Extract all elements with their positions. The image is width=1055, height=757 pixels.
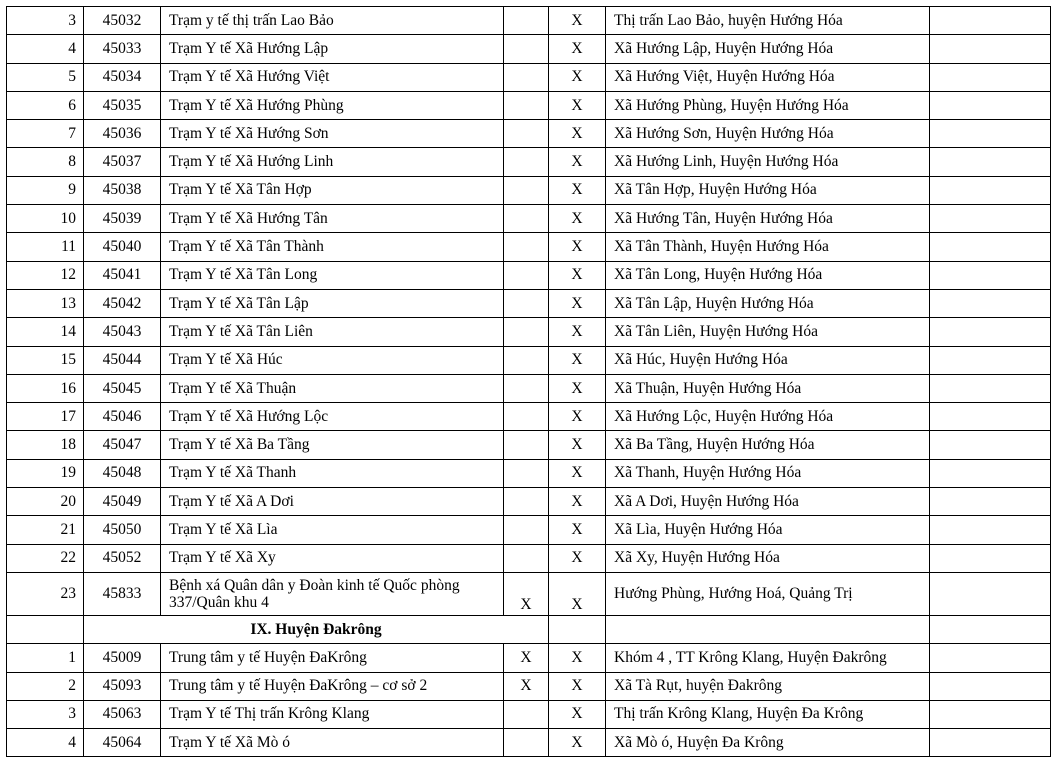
row-mark-1 (504, 120, 549, 148)
row-address: Xã Xy, Huyện Hướng Hóa (606, 544, 930, 572)
row-mark-2: X (549, 488, 606, 516)
row-code: 45038 (84, 176, 161, 204)
row-mark-2: X (549, 205, 606, 233)
row-extra (930, 700, 1051, 728)
row-mark-1 (504, 488, 549, 516)
row-stt: 14 (7, 318, 84, 346)
row-address: Khóm 4 , TT Krông Klang, Huyện Đakrông (606, 644, 930, 672)
table-row (7, 374, 1051, 402)
row-code: 45050 (84, 516, 161, 544)
row-stt: 7 (7, 120, 84, 148)
row-address: Thị trấn Krông Klang, Huyện Đa Krông (606, 700, 930, 728)
row-address: Xã Tân Liên, Huyện Hướng Hóa (606, 318, 930, 346)
row-extra (930, 63, 1051, 91)
row-stt: 3 (7, 7, 84, 35)
row-stt: 2 (7, 672, 84, 700)
row-code: 45033 (84, 35, 161, 63)
row-name: Trạm Y tế Xã Tân Long (161, 261, 504, 289)
row-stt: 18 (7, 431, 84, 459)
table-body-row-23 (7, 572, 1051, 615)
table-row (7, 176, 1051, 204)
row-mark-1: X (504, 672, 549, 700)
row-stt: 3 (7, 700, 84, 728)
row-mark-1 (504, 403, 549, 431)
row-code: 45036 (84, 120, 161, 148)
row-stt: 5 (7, 63, 84, 91)
row-stt: 9 (7, 176, 84, 204)
row-stt: 16 (7, 374, 84, 402)
row-stt: 15 (7, 346, 84, 374)
table-row (7, 233, 1051, 261)
row-address: Xã Mò ó, Huyện Đa Krông (606, 729, 930, 757)
row-extra (930, 403, 1051, 431)
row-name: Trạm Y tế Xã Xy (161, 544, 504, 572)
row-name: Trạm Y tế Xã Hướng Việt (161, 63, 504, 91)
row-stt: 12 (7, 261, 84, 289)
row-extra (930, 672, 1051, 700)
row-mark-1 (504, 233, 549, 261)
row-mark-2: X (549, 233, 606, 261)
row-address: Xã Hướng Lộc, Huyện Hướng Hóa (606, 403, 930, 431)
row-mark-2: X (549, 572, 606, 615)
table-row (7, 516, 1051, 544)
row-code: 45040 (84, 233, 161, 261)
section-empty-3 (606, 615, 930, 643)
row-address: Xã Tân Hợp, Huyện Hướng Hóa (606, 176, 930, 204)
row-mark-1 (504, 289, 549, 317)
row-mark-1 (504, 148, 549, 176)
row-mark-2: X (549, 289, 606, 317)
table-row (7, 63, 1051, 91)
row-stt: 10 (7, 205, 84, 233)
table-row (7, 7, 1051, 35)
row-mark-2: X (549, 544, 606, 572)
row-name: Trạm Y tế Xã Húc (161, 346, 504, 374)
row-address: Xã Hướng Tân, Huyện Hướng Hóa (606, 205, 930, 233)
row-stt: 8 (7, 148, 84, 176)
row-extra (930, 516, 1051, 544)
row-code: 45037 (84, 148, 161, 176)
row-code: 45052 (84, 544, 161, 572)
row-stt: 17 (7, 403, 84, 431)
row-mark-2: X (549, 91, 606, 119)
row-mark-1 (504, 516, 549, 544)
table-row (7, 700, 1051, 728)
section-empty-2 (549, 615, 606, 643)
row-mark-1 (504, 544, 549, 572)
row-extra (930, 488, 1051, 516)
row-extra (930, 544, 1051, 572)
row-mark-1 (504, 700, 549, 728)
row-extra (930, 233, 1051, 261)
row-address: Xã Tân Thành, Huyện Hướng Hóa (606, 233, 930, 261)
row-extra (930, 289, 1051, 317)
row-mark-1 (504, 459, 549, 487)
row-name: Trung tâm y tế Huyện ĐaKrông (161, 644, 504, 672)
row-extra (930, 644, 1051, 672)
table-body-dakrong (7, 644, 1051, 757)
row-address: Xã Hướng Linh, Huyện Hướng Hóa (606, 148, 930, 176)
row-mark-2: X (549, 7, 606, 35)
row-address: Xã Thuận, Huyện Hướng Hóa (606, 374, 930, 402)
row-stt: 20 (7, 488, 84, 516)
row-name: Trạm Y tế Xã Tân Thành (161, 233, 504, 261)
table-row (7, 120, 1051, 148)
row-name: Trung tâm y tế Huyện ĐaKrông – cơ sở 2 (161, 672, 504, 700)
row-mark-2: X (549, 672, 606, 700)
row-name: Trạm Y tế Xã Ba Tầng (161, 431, 504, 459)
table-row (7, 91, 1051, 119)
table-row (7, 35, 1051, 63)
row-mark-2: X (549, 176, 606, 204)
row-name: Trạm Y tế Xã Hướng Lộc (161, 403, 504, 431)
row-stt: 4 (7, 729, 84, 757)
row-mark-1 (504, 346, 549, 374)
row-mark-1 (504, 374, 549, 402)
row-name: Trạm Y tế Xã Hướng Lập (161, 35, 504, 63)
table-row (7, 488, 1051, 516)
table-row (7, 729, 1051, 757)
row-extra (930, 148, 1051, 176)
row-stt: 22 (7, 544, 84, 572)
row-name: Trạm Y tế Xã Hướng Phùng (161, 91, 504, 119)
row-extra (930, 459, 1051, 487)
table-body-section (7, 615, 1051, 643)
row-stt: 1 (7, 644, 84, 672)
row-stt: 23 (7, 572, 84, 615)
row-mark-1 (504, 205, 549, 233)
row-address: Xã Tà Rụt, huyện Đakrông (606, 672, 930, 700)
row-code: 45044 (84, 346, 161, 374)
row-address: Xã Hướng Việt, Huyện Hướng Hóa (606, 63, 930, 91)
table-row (7, 572, 1051, 615)
row-address: Xã Lìa, Huyện Hướng Hóa (606, 516, 930, 544)
row-extra (930, 7, 1051, 35)
row-name: Trạm Y tế Xã Tân Hợp (161, 176, 504, 204)
row-address: Xã Húc, Huyện Hướng Hóa (606, 346, 930, 374)
row-extra (930, 318, 1051, 346)
row-code: 45032 (84, 7, 161, 35)
row-extra (930, 91, 1051, 119)
table-row (7, 644, 1051, 672)
row-code: 45042 (84, 289, 161, 317)
row-mark-1: X (504, 572, 549, 615)
table-row (7, 148, 1051, 176)
row-name: Trạm Y tế Xã Hướng Sơn (161, 120, 504, 148)
row-mark-2: X (549, 120, 606, 148)
row-mark-2: X (549, 459, 606, 487)
row-address: Xã Thanh, Huyện Hướng Hóa (606, 459, 930, 487)
row-address: Xã Tân Lập, Huyện Hướng Hóa (606, 289, 930, 317)
section-empty-4 (930, 615, 1051, 643)
table-row (7, 459, 1051, 487)
row-mark-2: X (549, 403, 606, 431)
row-mark-1 (504, 63, 549, 91)
row-mark-2: X (549, 261, 606, 289)
row-mark-1 (504, 729, 549, 757)
row-extra (930, 35, 1051, 63)
row-name: Trạm Y tế Xã Thanh (161, 459, 504, 487)
row-extra (930, 261, 1051, 289)
row-mark-2: X (549, 35, 606, 63)
table-row (7, 346, 1051, 374)
section-title: IX. Huyện Đakrông (84, 615, 549, 643)
row-name: Trạm Y tế Xã Tân Liên (161, 318, 504, 346)
facility-table (6, 6, 1051, 757)
table-row (7, 403, 1051, 431)
row-name: Trạm y tế thị trấn Lao Bảo (161, 7, 504, 35)
row-mark-2: X (549, 700, 606, 728)
row-mark-2: X (549, 374, 606, 402)
table-row (7, 261, 1051, 289)
row-name: Trạm Y tế Thị trấn Krông Klang (161, 700, 504, 728)
row-code: 45045 (84, 374, 161, 402)
row-name: Trạm Y tế Xã Hướng Linh (161, 148, 504, 176)
row-code: 45046 (84, 403, 161, 431)
row-extra (930, 205, 1051, 233)
row-address: Xã Hướng Lập, Huyện Hướng Hóa (606, 35, 930, 63)
row-code: 45049 (84, 488, 161, 516)
row-name: Trạm Y tế Xã A Dơi (161, 488, 504, 516)
row-extra (930, 431, 1051, 459)
row-mark-2: X (549, 431, 606, 459)
row-stt: 13 (7, 289, 84, 317)
row-extra (930, 572, 1051, 615)
row-address: Xã Tân Long, Huyện Hướng Hóa (606, 261, 930, 289)
row-code: 45039 (84, 205, 161, 233)
row-mark-2: X (549, 729, 606, 757)
row-name: Trạm Y tế Xã Mò ó (161, 729, 504, 757)
row-code: 45063 (84, 700, 161, 728)
row-mark-1 (504, 7, 549, 35)
row-stt: 6 (7, 91, 84, 119)
row-mark-1 (504, 91, 549, 119)
row-code: 45043 (84, 318, 161, 346)
row-mark-2: X (549, 346, 606, 374)
table-row (7, 431, 1051, 459)
section-row (7, 615, 1051, 643)
row-mark-1 (504, 261, 549, 289)
row-code: 45048 (84, 459, 161, 487)
row-mark-2: X (549, 63, 606, 91)
row-mark-2: X (549, 318, 606, 346)
row-address: Hướng Phùng, Hướng Hoá, Quảng Trị (606, 572, 930, 615)
row-stt: 19 (7, 459, 84, 487)
row-name: Trạm Y tế Xã Lìa (161, 516, 504, 544)
row-address: Xã A Dơi, Huyện Hướng Hóa (606, 488, 930, 516)
row-code: 45034 (84, 63, 161, 91)
row-name: Bệnh xá Quân dân y Đoàn kinh tế Quốc phòng 337/Quân khu 4 (161, 572, 504, 615)
row-mark-1 (504, 431, 549, 459)
row-extra (930, 346, 1051, 374)
table-row (7, 672, 1051, 700)
row-stt: 4 (7, 35, 84, 63)
row-name: Trạm Y tế Xã Thuận (161, 374, 504, 402)
table-row (7, 205, 1051, 233)
row-address: Xã Ba Tầng, Huyện Hướng Hóa (606, 431, 930, 459)
row-code: 45047 (84, 431, 161, 459)
table-row (7, 318, 1051, 346)
row-mark-2: X (549, 644, 606, 672)
row-address: Thị trấn Lao Bảo, huyện Hướng Hóa (606, 7, 930, 35)
row-mark-2: X (549, 516, 606, 544)
row-code: 45833 (84, 572, 161, 615)
row-code: 45035 (84, 91, 161, 119)
row-mark-1: X (504, 644, 549, 672)
row-name: Trạm Y tế Xã Hướng Tân (161, 205, 504, 233)
row-address: Xã Hướng Sơn, Huyện Hướng Hóa (606, 120, 930, 148)
table-body-huong-hoa (7, 7, 1051, 573)
row-name: Trạm Y tế Xã Tân Lập (161, 289, 504, 317)
row-mark-1 (504, 176, 549, 204)
row-stt: 11 (7, 233, 84, 261)
row-mark-1 (504, 35, 549, 63)
row-mark-2: X (549, 148, 606, 176)
section-empty-1 (7, 615, 84, 643)
row-extra (930, 120, 1051, 148)
row-code: 45064 (84, 729, 161, 757)
table-row (7, 544, 1051, 572)
row-stt: 21 (7, 516, 84, 544)
row-address: Xã Hướng Phùng, Huyện Hướng Hóa (606, 91, 930, 119)
row-extra (930, 176, 1051, 204)
table-row (7, 289, 1051, 317)
row-code: 45093 (84, 672, 161, 700)
row-extra (930, 374, 1051, 402)
row-code: 45009 (84, 644, 161, 672)
row-mark-1 (504, 318, 549, 346)
row-code: 45041 (84, 261, 161, 289)
row-extra (930, 729, 1051, 757)
